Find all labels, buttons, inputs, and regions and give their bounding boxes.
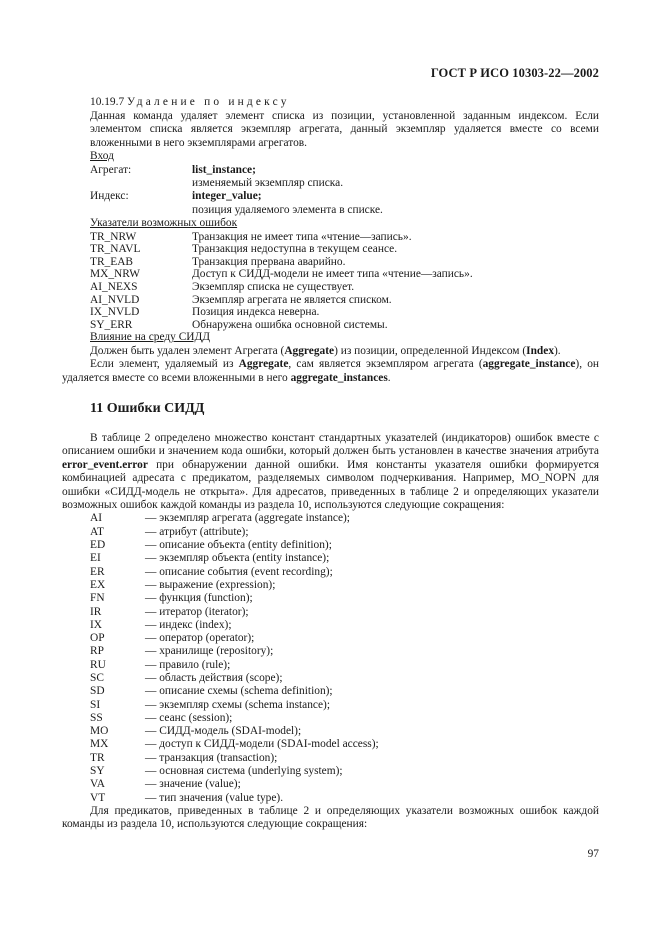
error-row <box>90 231 599 244</box>
bold-term: Aggregate <box>238 358 289 371</box>
abbr-code: SS <box>90 711 103 724</box>
abbreviation-row <box>90 752 599 765</box>
abbreviation-row <box>90 606 599 619</box>
abbr-desc: — описание схемы (schema definition); <box>145 685 333 698</box>
abbr-desc: — доступ к СИДД-модели (SDAI-model access); <box>145 738 379 751</box>
error-row <box>90 294 599 307</box>
chapter-paragraph-1 <box>62 432 599 512</box>
abbreviation-row <box>90 579 599 592</box>
bold-term: Aggregate <box>284 344 335 357</box>
abbr-code: IX <box>90 618 103 631</box>
abbreviation-row <box>90 792 599 805</box>
abbreviation-row <box>90 645 599 658</box>
abbr-desc: — экземпляр схемы (schema instance); <box>145 698 330 711</box>
error-code: TR_NRW <box>90 230 137 243</box>
abbr-code: EI <box>90 552 101 565</box>
input-heading: Вход <box>90 150 114 163</box>
input-desc-row <box>90 204 599 217</box>
abbr-code: MO <box>90 725 109 738</box>
abbr-code: SI <box>90 698 101 711</box>
input-type: list_instance; <box>192 163 256 176</box>
abbreviation-row <box>90 738 599 751</box>
text-run: , сам является экземпляром агрегата ( <box>288 358 483 371</box>
abbr-code: SY <box>90 765 105 778</box>
standard-header: ГОСТ Р ИСО 10303-22—2002 <box>430 66 599 80</box>
effect-heading: Влияние на среду СИДД <box>90 331 211 344</box>
input-label: Агрегат: <box>90 163 132 176</box>
abbreviation-row <box>90 685 599 698</box>
abbreviation-row <box>90 712 599 725</box>
effect-paragraph-2 <box>62 358 599 385</box>
abbr-desc: — сеанс (session); <box>145 711 233 724</box>
text-run: ) из позиции, определенной Индексом ( <box>334 344 527 357</box>
input-desc: позиция удаляемого элемента в списке. <box>192 203 383 216</box>
abbr-code: RP <box>90 645 104 658</box>
abbreviation-row <box>90 512 599 525</box>
abbr-code: AI <box>90 512 103 525</box>
abbr-code: SC <box>90 672 104 684</box>
error-row <box>90 306 599 319</box>
error-code: SY_ERR <box>90 318 133 331</box>
section-number: 10.19.7 <box>90 96 125 108</box>
abbr-desc: — атрибут (attribute); <box>145 525 249 538</box>
abbr-desc: — оператор (operator); <box>145 632 255 645</box>
bold-term: aggregate_instances <box>290 371 388 384</box>
error-row <box>90 268 599 281</box>
input-label: Индекс: <box>90 190 129 203</box>
input-row <box>90 190 599 203</box>
abbr-desc: — экземпляр объекта (entity instance); <box>145 552 330 565</box>
page-number: 97 <box>587 848 599 860</box>
abbreviation-list <box>90 512 599 805</box>
text-run: Если элемент, удаляемый из <box>90 358 239 371</box>
abbr-code: SD <box>90 685 105 698</box>
abbreviation-row <box>90 778 599 791</box>
abbr-desc: — область действия (scope); <box>145 672 283 684</box>
abbr-code: ED <box>90 539 106 552</box>
chapter-title: 11 Ошибки СИДД <box>90 401 205 416</box>
abbr-code: FN <box>90 592 105 605</box>
bold-term: Index <box>526 344 555 357</box>
errors-heading: Указатели возможных ошибок <box>90 217 238 230</box>
abbr-code: VT <box>90 791 106 804</box>
abbr-desc: — правило (rule); <box>145 658 231 671</box>
error-code: IX_NVLD <box>90 306 140 319</box>
abbr-code: EX <box>90 578 106 591</box>
input-row <box>90 164 599 177</box>
abbreviation-row <box>90 526 599 539</box>
section-title: Удаление по индексу <box>127 96 290 108</box>
abbreviation-row <box>90 659 599 672</box>
error-code: MX_NRW <box>90 268 140 281</box>
text-run: В таблице 2 определено множество констант стандартных указателей (индикаторов) ошибок вместе с описанием ошибки и значением кода ошибки, который должен быть установлен в качестве значения атрибута <box>62 432 599 458</box>
effect-paragraph-1 <box>90 345 599 358</box>
abbr-code: OP <box>90 632 105 645</box>
input-desc: изменяемый экземпляр списка. <box>192 177 344 189</box>
abbreviation-row <box>90 539 599 552</box>
input-type: integer_value; <box>192 190 262 203</box>
section-body <box>62 110 599 385</box>
abbr-desc: — выражение (expression); <box>145 578 276 591</box>
abbr-desc: — транзакция (transaction); <box>145 751 278 764</box>
abbr-code: RU <box>90 658 106 671</box>
bold-term: aggregate_instance <box>482 358 576 371</box>
error-row <box>90 281 599 294</box>
chapter-body <box>62 432 599 832</box>
abbr-desc: — описание объекта (entity definition); <box>145 539 332 552</box>
abbr-desc: — индекс (index); <box>145 618 232 631</box>
text-run: Должен быть удален элемент Агрегата ( <box>90 344 285 357</box>
error-code: TR_NAVL <box>90 243 141 256</box>
text-run: при обнаружении данной ошибки. Имя константы указателя ошибки формируется комбинацией адресата с предикатом, разделяемых символом подчеркивания. Например, MO_NOPN для ошибки «СИДД-модель не открыта». Для адресатов, приведенных в таблице 2 и определяющих указатели возможных ошибок каждой команды из раздела 10, используются следующие сокращения: <box>62 458 599 512</box>
abbreviation-row <box>90 632 599 645</box>
text-run: . <box>387 371 391 384</box>
error-code: AI_NEXS <box>90 280 138 293</box>
abbr-code: AT <box>90 525 104 538</box>
abbr-code: MX <box>90 738 109 751</box>
abbreviation-row <box>90 552 599 565</box>
errors-heading-row <box>90 217 599 230</box>
abbreviation-row <box>90 592 599 605</box>
error-row <box>90 256 599 269</box>
abbreviation-row <box>90 725 599 738</box>
abbreviation-row <box>90 765 599 778</box>
error-row <box>90 319 599 332</box>
abbr-code: TR <box>90 751 105 764</box>
abbr-code: IR <box>90 605 102 618</box>
abbreviation-row <box>90 672 599 685</box>
bold-term: error_event.error <box>62 458 148 471</box>
chapter-paragraph-2: Для предикатов, приведенных в таблице 2 и определяющих указатели возможных ошибок каждой команды из раздела 10, используются следующие сокращения: <box>62 804 599 831</box>
error-desc: Транзакция недоступна в текущем сеансе. <box>192 243 398 256</box>
error-desc: Транзакция прервана аварийно. <box>192 255 346 268</box>
abbr-desc: — основная система (underlying system); <box>145 765 343 778</box>
abbr-desc: — функция (function); <box>145 592 253 605</box>
abbr-desc: — хранилище (repository); <box>145 645 274 658</box>
abbr-desc: — значение (value); <box>145 778 241 791</box>
error-desc: Обнаружена ошибка основной системы. <box>192 318 388 331</box>
abbr-desc: — тип значения (value type). <box>145 791 284 804</box>
error-desc: Доступ к СИДД-модели не имеет типа «чтение—запись». <box>192 268 473 281</box>
error-code: AI_NVLD <box>90 293 140 306</box>
abbr-desc: — СИДД-модель (SDAI-model); <box>145 725 302 738</box>
abbreviation-row <box>90 619 599 632</box>
abbreviation-row <box>90 566 599 579</box>
abbr-desc: — итератор (iterator); <box>145 605 249 618</box>
effect-heading-row <box>90 331 599 344</box>
error-desc: Транзакция не имеет типа «чтение—запись». <box>192 230 412 243</box>
abbr-code: ER <box>90 565 105 578</box>
error-desc: Позиция индекса неверна. <box>192 306 320 319</box>
text-run: ), он удаляется вместе со всеми вложенными в него <box>62 358 599 384</box>
abbr-desc: — описание события (event recording); <box>145 565 333 578</box>
error-code: TR_EAB <box>90 255 134 268</box>
text-run: ). <box>554 344 561 357</box>
input-desc-row <box>90 177 599 190</box>
section-heading <box>90 96 290 108</box>
section-intro: Данная команда удаляет элемент списка из позиции, установленной заданным индексом. Если элементом списка является экземпляр агрегата, данный экземпляр удаляется вместе со всеми вложенными в него экземплярами агрегатов. <box>90 110 599 149</box>
abbr-code: VA <box>90 778 105 791</box>
error-desc: Экземпляр списка не существует. <box>192 280 355 293</box>
abbreviation-row <box>90 699 599 712</box>
error-row <box>90 243 599 256</box>
error-desc: Экземпляр агрегата не является списком. <box>192 293 392 306</box>
abbr-desc: — экземпляр агрегата (aggregate instance); <box>145 512 350 525</box>
input-heading-row <box>90 150 599 163</box>
